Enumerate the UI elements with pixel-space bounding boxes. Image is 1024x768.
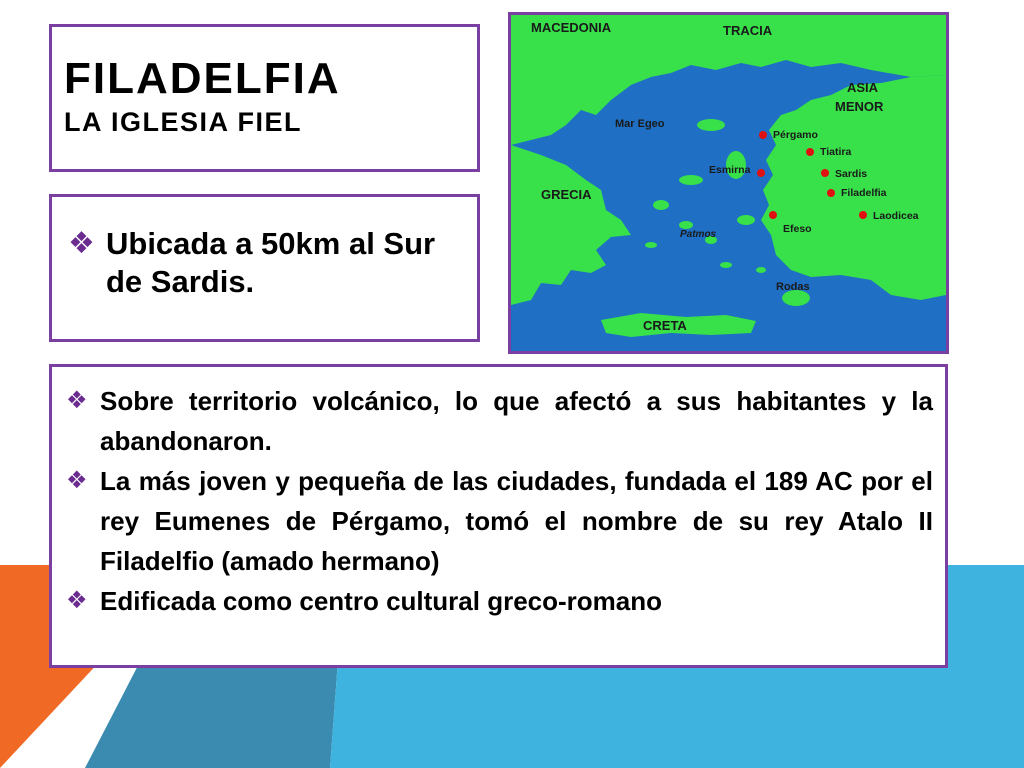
label-macedonia: MACEDONIA (531, 20, 612, 35)
label-grecia: GRECIA (541, 187, 592, 202)
title-box (49, 24, 480, 172)
slide-title: FILADELFIA (64, 54, 341, 103)
island (679, 175, 703, 185)
city-dot (757, 169, 765, 177)
label-asia: ASIA (847, 80, 879, 95)
label-creta: CRETA (643, 318, 687, 333)
diamond-bullet-icon: ❖ (66, 587, 88, 614)
diamond-bullet-icon: ❖ (66, 387, 88, 414)
city-label: Laodicea (873, 210, 919, 222)
facts-box (49, 364, 948, 668)
label-menor: MENOR (835, 99, 884, 114)
diamond-bullet-icon: ❖ (68, 227, 95, 260)
island (645, 242, 657, 248)
island (653, 200, 669, 210)
city-label: Filadelfia (841, 187, 887, 199)
city-label: Sardis (835, 168, 868, 180)
island (720, 262, 732, 268)
city-dot (827, 189, 835, 197)
city-dot (859, 211, 867, 219)
fact-item (66, 581, 933, 621)
island (737, 215, 755, 225)
label-patmos: Patmos (680, 229, 717, 240)
island (679, 221, 693, 229)
fact-text: Edificada como centro cultural greco-romano (100, 586, 662, 616)
location-box (49, 194, 480, 342)
aegean-map (511, 15, 946, 351)
map-image (508, 12, 949, 354)
label-tracia: TRACIA (723, 23, 773, 38)
city-label: Esmirna (709, 164, 751, 176)
fact-text: La más joven y pequeña de las ciudades, fundada el 189 AC por el rey Eumenes de Pérgamo, tomó el nombre de su rey Atalo II Filadelfio (amado hermano) (100, 466, 933, 576)
city-label: Pérgamo (773, 129, 818, 141)
island (697, 119, 725, 131)
label-rodas: Rodas (776, 281, 810, 293)
fact-item (66, 381, 933, 461)
slide-subtitle: LA IGLESIA FIEL (64, 107, 302, 137)
city-dot (821, 169, 829, 177)
fact-item (66, 461, 933, 581)
city-dot (759, 131, 767, 139)
diamond-bullet-icon: ❖ (66, 467, 88, 494)
city-label: Tiatira (820, 146, 852, 158)
fact-text: Sobre territorio volcánico, lo que afectó a sus habitantes y la abandonaron. (100, 386, 933, 456)
label-mar-egeo: Mar Egeo (615, 118, 665, 130)
city-dot (806, 148, 814, 156)
city-dot (769, 211, 777, 219)
island (756, 267, 766, 273)
location-text: Ubicada a 50km al Sur de Sardis. (106, 226, 436, 299)
city-label: Efeso (783, 223, 812, 235)
